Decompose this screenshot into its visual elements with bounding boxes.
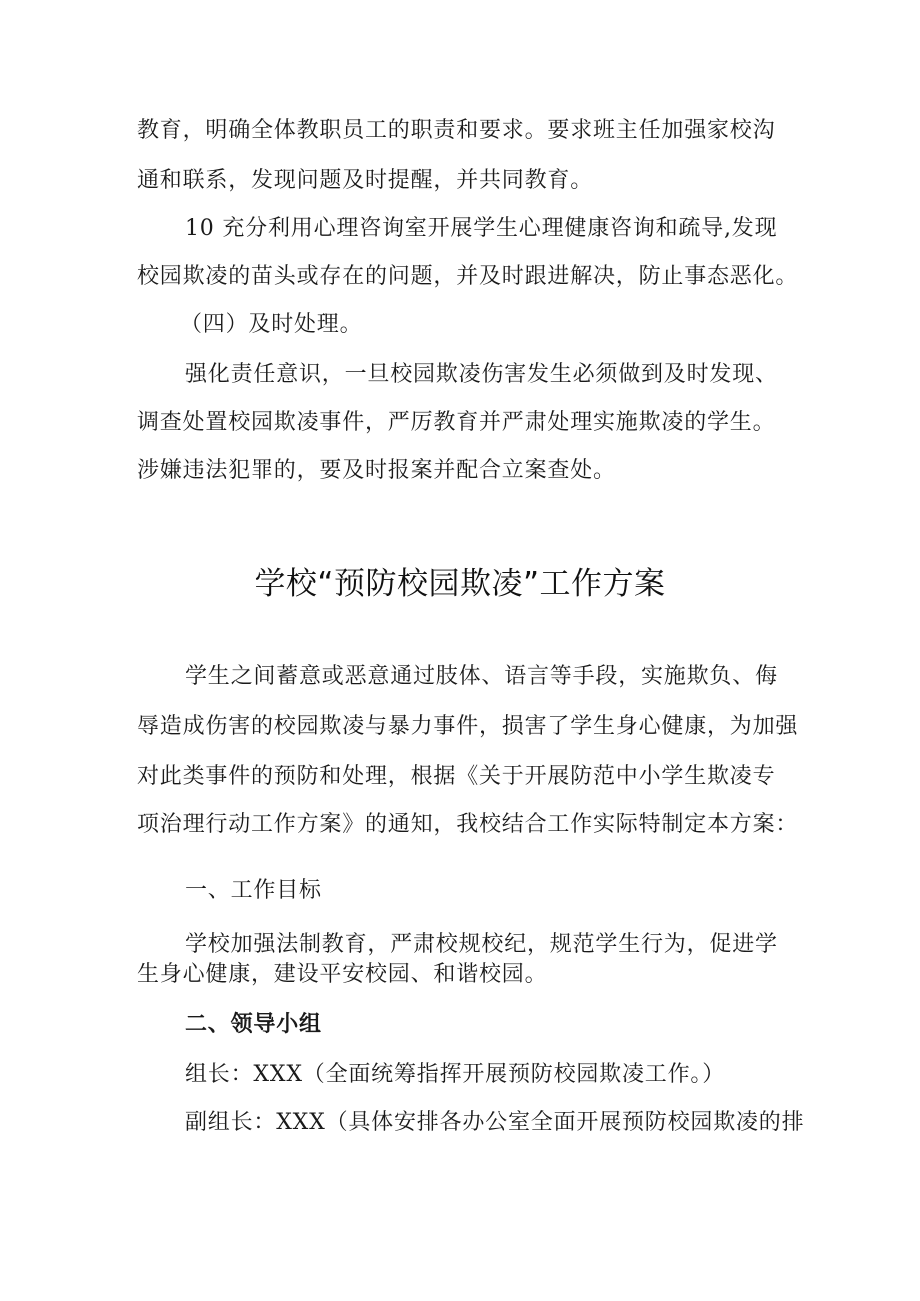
paragraph-line: 教育，明确全体教职员工的职责和要求。要求班主任加强家校沟 <box>137 118 776 143</box>
subsection-heading: （四）及时处理。 <box>180 312 363 337</box>
paragraph-line: 学校加强法制教育，严肃校规校纪，规范学生行为，促进学 <box>185 932 778 957</box>
paragraph-line: 辱造成伤害的校园欺凌与暴力事件，损害了学生身心健康，为加强 <box>137 714 799 739</box>
paragraph-line: 学生之间蓄意或恶意通过肢体、语言等手段，实施欺负、侮 <box>185 664 778 689</box>
leader-line: 组长：XXX（全面统筹指挥开展预防校园欺凌工作。） <box>185 1062 725 1087</box>
paragraph-line: 生身心健康，建设平安校园、和谐校园。 <box>137 962 548 987</box>
paragraph-line: 项治理行动工作方案》的通知，我校结合工作实际特制定本方案： <box>137 812 799 837</box>
section-heading-leadership: 二、领导小组 <box>185 1012 322 1037</box>
paragraph-line: 涉嫌违法犯罪的，要及时报案并配合立案查处。 <box>137 458 616 483</box>
paragraph-line: 校园欺凌的苗头或存在的问题，并及时跟进解决，防止事态恶化。 <box>137 264 799 289</box>
deputy-leader-line: 副组长：XXX（具体安排各办公室全面开展预防校园欺凌的排 <box>185 1110 805 1135</box>
paragraph-line: 调查处置校园欺凌事件，严厉教育并严肃处理实施欺凌的学生。 <box>137 410 776 435</box>
paragraph-line: 通和联系，发现问题及时提醒，并共同教育。 <box>137 168 594 193</box>
paragraph-line: 强化责任意识，一旦校园欺凌伤害发生必须做到及时发现、 <box>185 362 778 387</box>
document-title: 学校“预防校园欺凌”工作方案 <box>254 566 666 602</box>
section-heading-goals: 一、工作目标 <box>185 878 322 903</box>
paragraph-line: 对此类事件的预防和处理，根据《关于开展防范中小学生欺凌专 <box>137 764 776 789</box>
paragraph-line: 10 充分利用心理咨询室开展学生心理健康咨询和疏导,发现 <box>185 216 778 241</box>
